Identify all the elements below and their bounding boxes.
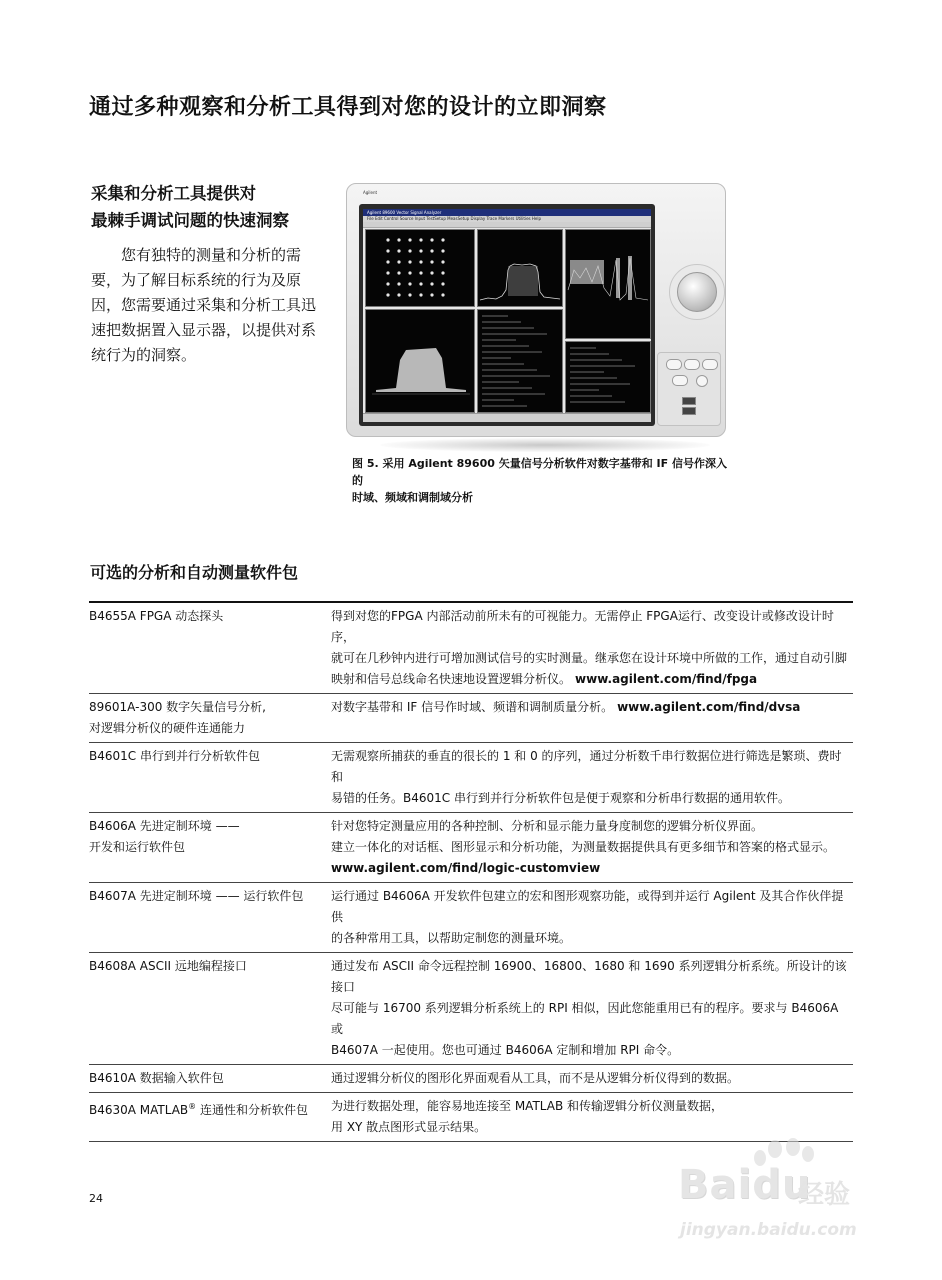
constellation-point bbox=[408, 249, 411, 252]
constellation-pane bbox=[365, 229, 475, 307]
constellation-point bbox=[441, 238, 444, 241]
constellation-point bbox=[397, 260, 400, 263]
constellation-point bbox=[397, 282, 400, 285]
figure-caption bbox=[352, 455, 732, 506]
product-url-link[interactable]: www.agilent.com/find/dvsa bbox=[617, 700, 801, 714]
error-summary bbox=[566, 342, 650, 412]
rotary-knob bbox=[677, 272, 717, 312]
table-row bbox=[89, 883, 853, 953]
constellation-point bbox=[441, 271, 444, 274]
description-line: 建立一体化的对话框、图形显示和分析功能，为测量数据提供具有更多细节和答案的格式显示。 bbox=[331, 840, 836, 854]
constellation-plot bbox=[366, 230, 474, 306]
description-line: 用 XY 散点图形式显示结果。 bbox=[331, 1120, 487, 1134]
constellation-point bbox=[408, 271, 411, 274]
figure-caption-line2: 时域、频域和调制域分析 bbox=[352, 491, 473, 504]
product-name bbox=[89, 1096, 331, 1121]
front-button-1 bbox=[666, 359, 682, 370]
description-line bbox=[331, 669, 853, 690]
spectrum-pane-2 bbox=[365, 309, 475, 413]
paw-toe-1 bbox=[768, 1140, 782, 1158]
sidebar-title-line2: 最棘手调试问题的快速洞察 bbox=[91, 211, 289, 230]
product-cell bbox=[89, 953, 331, 1065]
table-row bbox=[89, 1093, 853, 1142]
description-line: 尽可能与 16700 系列逻辑分析系统上的 RPI 相似，因此您能重用已有的程序。要求与 B4606A 或 bbox=[331, 1001, 839, 1036]
constellation-point bbox=[386, 249, 389, 252]
table-row bbox=[89, 743, 853, 813]
error-summary-pane bbox=[565, 341, 651, 413]
instrument-body bbox=[346, 183, 726, 437]
constellation-point bbox=[441, 282, 444, 285]
screen-statusbar bbox=[363, 413, 651, 422]
description-line: 得到对您的FPGA 内部活动前所未有的可视能力。无需停止 FPGA运行、改变设计或修改设计时序， bbox=[331, 609, 834, 644]
product-name: 对逻辑分析仪的硬件连通能力 bbox=[89, 721, 246, 735]
description-cell bbox=[331, 1065, 853, 1093]
symbol-table bbox=[478, 310, 562, 412]
product-cell bbox=[89, 883, 331, 953]
front-button-4 bbox=[672, 375, 688, 386]
product-name: B4655A FPGA 动态探头 bbox=[89, 609, 224, 623]
watermark-cn: 经验 bbox=[798, 1180, 851, 1210]
analyzer-screen bbox=[363, 209, 651, 421]
product-name-part: B4630A MATLAB bbox=[89, 1103, 189, 1117]
table-row bbox=[89, 953, 853, 1065]
screen-menubar: File Edit Control Source Input TestSetup MeasSetup Display Trace Markers Utilities Help bbox=[363, 216, 651, 222]
constellation-point bbox=[430, 293, 433, 296]
registered-mark: ® bbox=[188, 1102, 197, 1111]
description-cell bbox=[331, 953, 853, 1065]
constellation-point bbox=[441, 260, 444, 263]
product-cell bbox=[89, 743, 331, 813]
description-line: 为进行数据处理，能容易地连接至 MATLAB 和传输逻辑分析仪测量数据， bbox=[331, 1099, 723, 1113]
description-cell bbox=[331, 883, 853, 953]
constellation-point bbox=[397, 238, 400, 241]
constellation-point bbox=[430, 249, 433, 252]
product-url-link[interactable]: www.agilent.com/find/logic-customview bbox=[331, 861, 601, 875]
constellation-point bbox=[397, 293, 400, 296]
description-line: 针对您特定测量应用的各种控制、分析和显示能力量身度制您的逻辑分析仪界面。 bbox=[331, 819, 764, 833]
spectrogram-pane bbox=[565, 229, 651, 339]
constellation-point bbox=[408, 293, 411, 296]
constellation-point bbox=[441, 249, 444, 252]
constellation-point bbox=[419, 271, 422, 274]
paw-toe-2 bbox=[786, 1138, 800, 1156]
figure-caption-line1: 图 5. 采用 Agilent 89600 矢量信号分析软件对数字基带和 IF 信号作深入的 bbox=[352, 457, 727, 487]
constellation-point bbox=[408, 260, 411, 263]
product-cell bbox=[89, 694, 331, 743]
front-button-2 bbox=[684, 359, 700, 370]
sidebar-paragraph: 您有独特的测量和分析的需要，为了解目标系统的行为及原因，您需要通过采集和分析工具迅速把数据置入显示器，以提供对系统行为的洞察。 bbox=[91, 246, 317, 364]
usb-port-2 bbox=[682, 407, 696, 415]
spectrogram-plot bbox=[566, 230, 650, 338]
description-cell bbox=[331, 813, 853, 883]
constellation-point bbox=[430, 260, 433, 263]
table-row bbox=[89, 602, 853, 694]
software-package-table bbox=[89, 601, 853, 1142]
description-line: B4607A 一起使用。您也可通过 B4606A 定制和增加 RPI 命令。 bbox=[331, 1043, 680, 1057]
product-cell bbox=[89, 813, 331, 883]
description-cell bbox=[331, 694, 853, 743]
product-name: 开发和运行软件包 bbox=[89, 840, 186, 854]
screen-titlebar: Agilent 89600 Vector Signal Analyzer bbox=[363, 209, 651, 216]
product-name: B4607A 先进定制环境 —— 运行软件包 bbox=[89, 889, 304, 903]
instrument-photo bbox=[346, 183, 724, 445]
constellation-point bbox=[419, 282, 422, 285]
constellation-point bbox=[397, 249, 400, 252]
description-line: 就可在几秒钟内进行可增加测试信号的实时测量。继承您在设计环境中所做的工作，通过自动引脚 bbox=[331, 651, 848, 665]
description-cell bbox=[331, 1093, 853, 1142]
page-number: 24 bbox=[89, 1192, 103, 1205]
description-line: 无需观察所捕获的垂直的很长的 1 和 0 的序列，通过分析数千串行数据位进行筛选是繁琐、费时和 bbox=[331, 749, 842, 784]
screen-toolbar bbox=[363, 222, 651, 228]
constellation-point bbox=[441, 293, 444, 296]
description-line: 运行通过 B4606A 开发软件包建立的宏和图形观察功能，或得到并运行 Agilent 及其合作伙伴提供 bbox=[331, 889, 844, 924]
spectrum-plot-1 bbox=[478, 230, 562, 306]
description-cell bbox=[331, 602, 853, 694]
spectrum-plot-2 bbox=[366, 310, 474, 412]
table-row bbox=[89, 1065, 853, 1093]
constellation-point bbox=[397, 271, 400, 274]
table-row bbox=[89, 694, 853, 743]
constellation-point bbox=[419, 293, 422, 296]
constellation-point bbox=[419, 260, 422, 263]
product-cell bbox=[89, 1093, 331, 1142]
power-button bbox=[696, 375, 708, 387]
constellation-point bbox=[386, 293, 389, 296]
table-row bbox=[89, 813, 853, 883]
description-text: 映射和信号总线命名快速地设置逻辑分析仪。 bbox=[331, 672, 572, 686]
front-button-3 bbox=[702, 359, 718, 370]
description-line: 的各种常用工具，以帮助定制您的测量环境。 bbox=[331, 931, 572, 945]
product-name: 89601A-300 数字矢量信号分析, bbox=[89, 700, 266, 714]
constellation-point bbox=[408, 282, 411, 285]
constellation-point bbox=[419, 249, 422, 252]
description-line bbox=[331, 858, 853, 879]
constellation-point bbox=[386, 260, 389, 263]
constellation-point bbox=[430, 271, 433, 274]
product-name: B4606A 先进定制环境 —— bbox=[89, 819, 240, 833]
product-cell bbox=[89, 1065, 331, 1093]
description-line: 通过发布 ASCII 命令远程控制 16900、16800、1680 和 1690 系列逻辑分析系统。所设计的该接口 bbox=[331, 959, 847, 994]
constellation-point bbox=[430, 238, 433, 241]
symbol-table-pane bbox=[477, 309, 563, 413]
description-text: 对数字基带和 IF 信号作时域、频谱和调制质量分析。 bbox=[331, 700, 614, 714]
front-panel-keypad bbox=[657, 352, 721, 426]
constellation-point bbox=[386, 271, 389, 274]
product-name: B4608A ASCII 远地编程接口 bbox=[89, 959, 247, 973]
usb-port-1 bbox=[682, 397, 696, 405]
watermark-logo: Baidu bbox=[678, 1162, 812, 1208]
product-url-link[interactable]: www.agilent.com/find/fpga bbox=[575, 672, 758, 686]
constellation-point bbox=[386, 282, 389, 285]
product-name: B4610A 数据输入软件包 bbox=[89, 1071, 224, 1085]
instrument-brand: Agilent bbox=[363, 190, 378, 195]
product-name: B4601C 串行到并行分析软件包 bbox=[89, 749, 260, 763]
constellation-point bbox=[386, 238, 389, 241]
constellation-point bbox=[419, 238, 422, 241]
sidebar-title-line1: 采集和分析工具提供对 bbox=[91, 184, 256, 203]
baidu-watermark bbox=[668, 1138, 898, 1258]
description-line: 易错的任务。B4601C 串行到并行分析软件包是便于观察和分析串行数据的通用软件。 bbox=[331, 791, 790, 805]
section-heading: 可选的分析和自动测量软件包 bbox=[90, 563, 299, 582]
paw-toe-3 bbox=[802, 1146, 814, 1162]
page-heading: 通过多种观察和分析工具得到对您的设计的立即洞察 bbox=[89, 95, 607, 120]
constellation-point bbox=[408, 238, 411, 241]
spectrum-pane-1 bbox=[477, 229, 563, 307]
product-name-tail: 连通性和分析软件包 bbox=[196, 1103, 308, 1117]
screen-bezel bbox=[359, 204, 655, 426]
watermark-url: jingyan.baidu.com bbox=[680, 1220, 857, 1240]
constellation-point bbox=[430, 282, 433, 285]
description-cell bbox=[331, 743, 853, 813]
description-line bbox=[331, 697, 853, 718]
product-cell bbox=[89, 602, 331, 694]
sidebar-title bbox=[91, 180, 289, 234]
description-line: 通过逻辑分析仪的图形化界面观看从工具，而不是从逻辑分析仪得到的数据。 bbox=[331, 1071, 740, 1085]
